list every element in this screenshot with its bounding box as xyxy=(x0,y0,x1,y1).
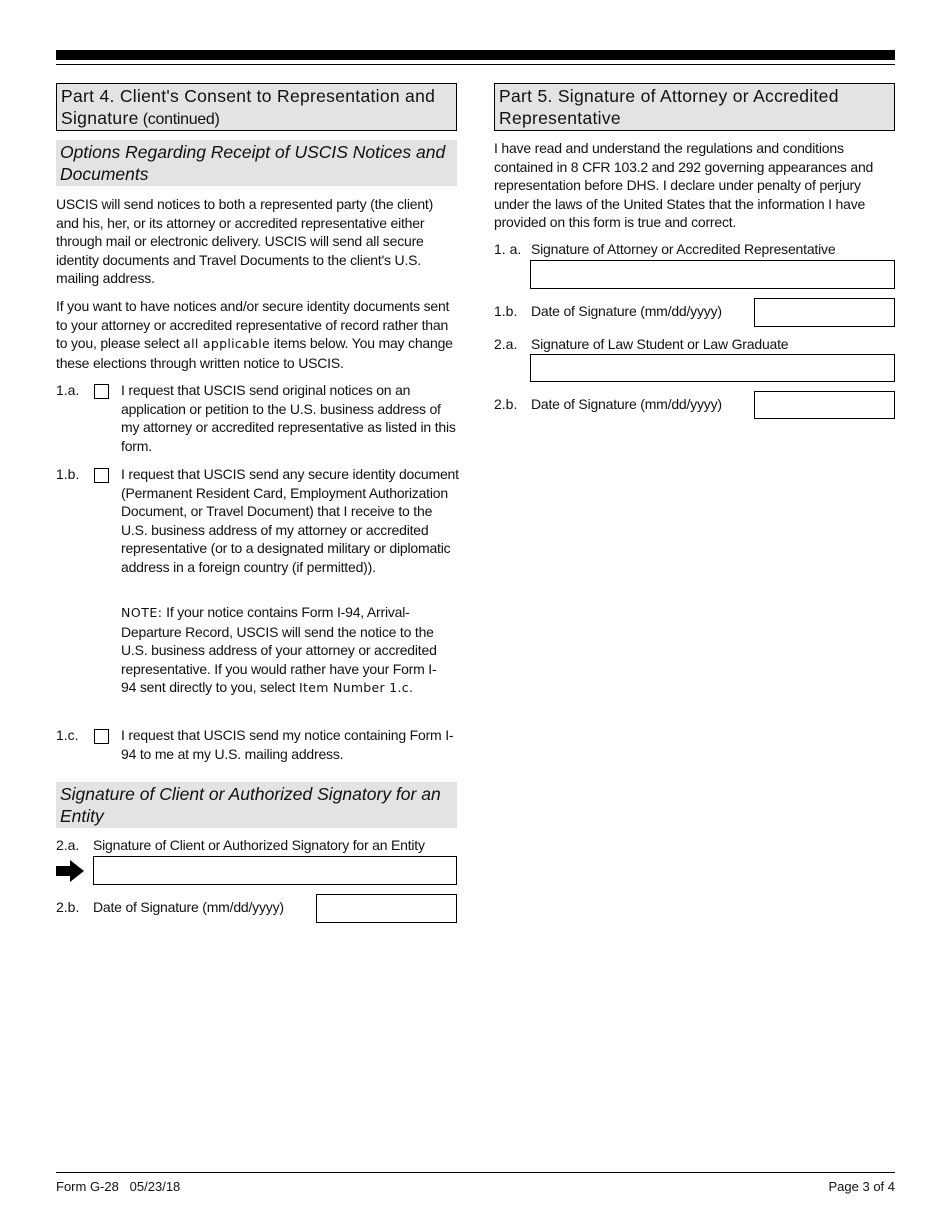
client-signature-label: Signature of Client or Authorized Signatory for an Entity xyxy=(93,837,425,853)
options-heading: Options Regarding Receipt of USCIS Notices and Documents xyxy=(56,140,457,186)
page-number: Page 3 of 4 xyxy=(828,1179,895,1194)
client-signature-heading: Signature of Client or Authorized Signatory for an Entity xyxy=(56,782,457,828)
attorney-signature-field[interactable] xyxy=(530,260,895,289)
item-1b-checkbox[interactable] xyxy=(94,468,109,483)
select-para-keyword: all applicable xyxy=(183,336,271,351)
arrow-right-icon xyxy=(56,860,84,882)
note-keyword: NOTE: xyxy=(121,605,163,620)
part5-header: Part 5. Signature of Attorney or Accredited Representative xyxy=(494,83,895,131)
p5-item-2a-number: 2.a. xyxy=(494,336,518,352)
p5-item-1b-number: 1.b. xyxy=(494,303,518,319)
intro-paragraph: USCIS will send notices to both a represented party (the client) and his, her, or its attorney or accredited representative either through mail or electronic delivery. USCIS will send all secure identity documents and Travel Documents to the client's U.S. mailing address. xyxy=(56,196,434,286)
select-para-post: items below. You may change these elections through written notice to USCIS. xyxy=(56,335,453,371)
form-identifier: Form G-28 05/23/18 xyxy=(56,1179,181,1194)
p5-item-2b-number: 2.b. xyxy=(494,396,518,412)
law-student-signature-label: Signature of Law Student or Law Graduate xyxy=(531,336,789,352)
item-1a-number: 1.a. xyxy=(56,382,80,398)
item-1c-number: 1.c. xyxy=(56,727,79,743)
attorney-date-field[interactable] xyxy=(754,298,895,327)
footer-rule xyxy=(56,1172,895,1173)
client-date-label: Date of Signature (mm/dd/yyyy) xyxy=(93,899,284,915)
part4-header xyxy=(56,83,457,131)
item-1b-text: I request that USCIS send any secure identity document (Permanent Resident Card, Employment Authorization Document, or Travel Document) that I receive to the U.S. business address of my attorney or accredited representative (or to a designated military or diplomatic address in a foreign country (if permitted)). xyxy=(121,466,459,575)
note-item-ref: Item Number 1.c. xyxy=(299,680,414,695)
p5-item-1a-number: 1. a. xyxy=(494,241,522,257)
item-2b-number: 2.b. xyxy=(56,899,80,915)
client-signature-field[interactable] xyxy=(93,856,457,885)
item-2a-number: 2.a. xyxy=(56,837,80,853)
select-para-pre: If you want to have notices and/or secure identity documents sent to your attorney or accredited representative of record rather than to you, please select xyxy=(56,298,450,351)
attorney-signature-label: Signature of Attorney or Accredited Representative xyxy=(531,241,836,257)
select-paragraph xyxy=(56,297,458,372)
note-text: If your notice contains Form I-94, Arrival-Departure Record, USCIS will send the notice to the U.S. business address of your attorney or accredited representative. If you would rather have your Form I-94 sent directly to you, select xyxy=(121,604,437,695)
attorney-date-label: Date of Signature (mm/dd/yyyy) xyxy=(531,303,722,319)
note-paragraph xyxy=(121,603,451,698)
item-1b-number: 1.b. xyxy=(56,466,80,482)
declaration-paragraph: I have read and understand the regulations and conditions contained in 8 CFR 103.2 and 292 governing appearances and representation before DHS. I declare under penalty of perjury under the laws of the United States that the information I have provided on this form is true and correct. xyxy=(494,140,874,230)
top-rule-thin xyxy=(56,64,895,65)
item-1a-checkbox[interactable] xyxy=(94,384,109,399)
part4-continued: (continued) xyxy=(138,111,220,128)
item-1a-text: I request that USCIS send original notices on an application or petition to the U.S. business address of my attorney or accredited representative as listed in this form. xyxy=(121,382,456,454)
client-date-field[interactable] xyxy=(316,894,457,923)
top-rule-thick xyxy=(56,50,895,60)
law-student-date-field[interactable] xyxy=(754,391,895,419)
item-1c-checkbox[interactable] xyxy=(94,729,109,744)
law-student-signature-field[interactable] xyxy=(530,354,895,382)
law-student-date-label: Date of Signature (mm/dd/yyyy) xyxy=(531,396,722,412)
part4-title: Part 4. Client's Consent to Representation and Signature xyxy=(61,86,436,128)
item-1c-text: I request that USCIS send my notice containing Form I-94 to me at my U.S. mailing address. xyxy=(121,727,454,762)
